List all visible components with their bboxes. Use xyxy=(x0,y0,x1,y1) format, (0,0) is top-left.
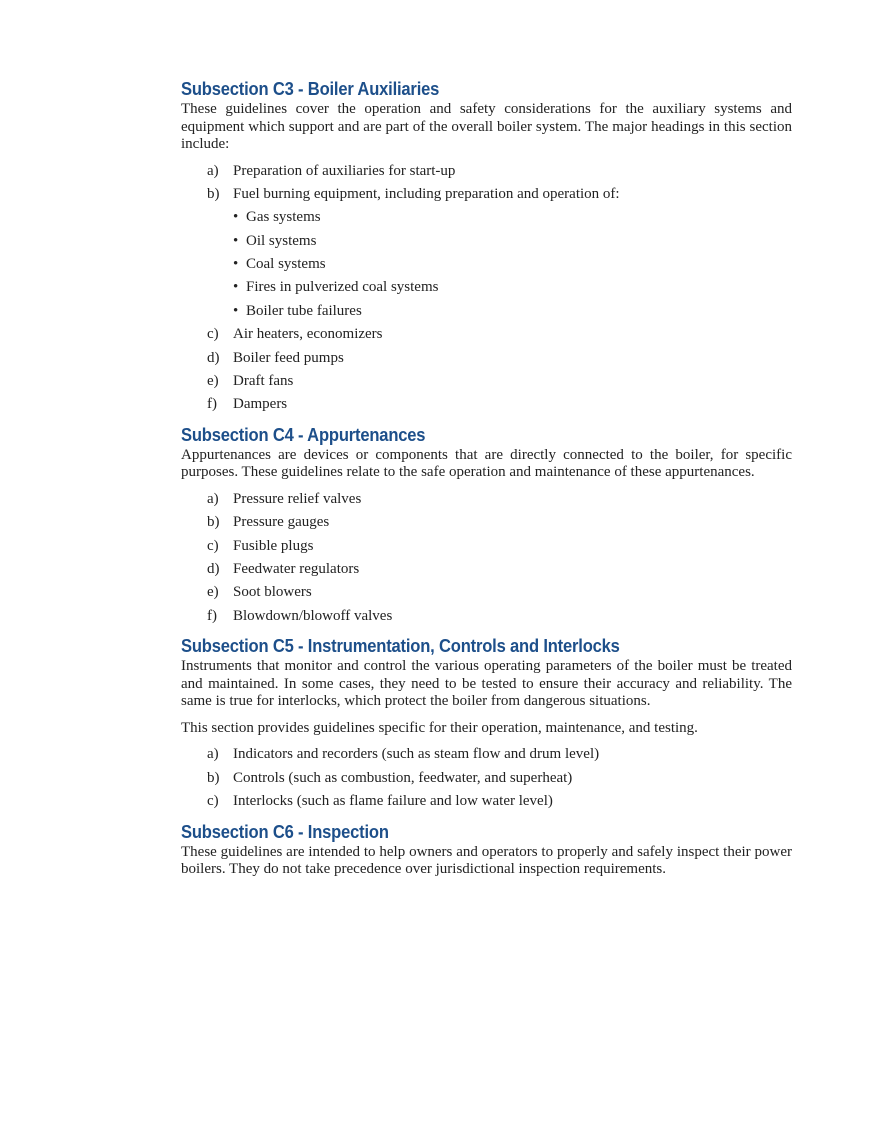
list-item-text: Soot blowers xyxy=(233,584,312,601)
bullet-item xyxy=(233,233,792,251)
list-marker: c) xyxy=(207,326,219,343)
item-list xyxy=(181,163,792,414)
section-paragraph: Appurtenances are devices or components that are directly connected to the boiler, for specific purposes. These guidelines relate to the safe operation and maintenance of these appurtenances. xyxy=(181,446,792,481)
list-item xyxy=(181,186,792,320)
list-item-text: Indicators and recorders (such as steam flow and drum level) xyxy=(233,746,600,763)
list-marker: e) xyxy=(207,373,219,390)
list-item-text: Fuel burning equipment, including preparation and operation of: xyxy=(233,185,620,202)
list-marker: d) xyxy=(207,561,220,578)
item-list xyxy=(181,746,792,810)
bullet-item-text: Boiler tube failures xyxy=(246,302,362,319)
section-c5 xyxy=(181,635,792,810)
list-item xyxy=(181,350,792,368)
section-paragraph: These guidelines cover the operation and safety considerations for the auxiliary systems and equipment which support and are part of the overall boiler system. The major headings in this section include: xyxy=(181,101,792,152)
section-c4 xyxy=(181,424,792,625)
section-c6 xyxy=(181,821,792,879)
list-item-text: Pressure relief valves xyxy=(233,490,362,507)
list-item-text: Blowdown/blowoff valves xyxy=(233,607,393,624)
bullet-icon: • xyxy=(233,209,239,226)
bullet-item-text: Oil systems xyxy=(246,232,317,249)
list-marker: d) xyxy=(207,349,220,366)
list-item-text: Pressure gauges xyxy=(233,514,330,531)
section-title: Subsection C6 - Inspection xyxy=(181,821,389,842)
list-item xyxy=(181,491,792,509)
list-item-text: Draft fans xyxy=(233,373,294,390)
list-marker: b) xyxy=(207,185,220,202)
list-marker: a) xyxy=(207,746,219,763)
list-item xyxy=(181,163,792,181)
bullet-list xyxy=(233,209,792,320)
section-c3 xyxy=(181,78,792,414)
list-item xyxy=(181,770,792,788)
section-paragraph: These guidelines are intended to help owners and operators to properly and safely inspect their power boilers. They do not take precedence over jurisdictional inspection requirements. xyxy=(181,843,792,878)
section-title: Subsection C5 - Instrumentation, Controls and Interlocks xyxy=(181,636,620,657)
item-list xyxy=(181,491,792,625)
bullet-item xyxy=(233,209,792,227)
list-marker: b) xyxy=(207,514,220,531)
list-item-text: Boiler feed pumps xyxy=(233,349,344,366)
bullet-icon: • xyxy=(233,256,239,273)
list-marker: f) xyxy=(207,396,217,413)
list-item xyxy=(181,396,792,414)
list-marker: a) xyxy=(207,490,219,507)
list-item-text: Fusible plugs xyxy=(233,537,314,554)
list-item xyxy=(181,746,792,764)
list-item xyxy=(181,326,792,344)
bullet-icon: • xyxy=(233,279,239,296)
list-item-text: Dampers xyxy=(233,396,288,413)
list-item-text: Feedwater regulators xyxy=(233,561,360,578)
list-item xyxy=(181,793,792,811)
list-item xyxy=(181,373,792,391)
list-marker: e) xyxy=(207,584,219,601)
list-marker: c) xyxy=(207,537,219,554)
document-page xyxy=(181,78,792,889)
section-paragraph: Instruments that monitor and control the various operating parameters of the boiler must be treated and maintained. In some cases, they need to be tested to ensure their accuracy and reliability. The same is true for interlocks, which protect the boiler from dangerous situations. xyxy=(181,658,792,710)
list-item xyxy=(181,538,792,556)
list-item-text: Preparation of auxiliaries for start-up xyxy=(233,162,456,179)
section-paragraph: This section provides guidelines specific for their operation, maintenance, and testing. xyxy=(181,719,698,736)
bullet-item-text: Coal systems xyxy=(246,256,326,273)
section-title: Subsection C4 - Appurtenances xyxy=(181,424,426,445)
list-marker: c) xyxy=(207,793,219,810)
list-item xyxy=(181,514,792,532)
section-title: Subsection C3 - Boiler Auxiliaries xyxy=(181,79,440,99)
list-item xyxy=(181,561,792,579)
bullet-item xyxy=(233,303,792,321)
bullet-icon: • xyxy=(233,302,239,319)
list-item xyxy=(181,584,792,602)
bullet-item-text: Gas systems xyxy=(246,209,321,226)
bullet-icon: • xyxy=(233,232,239,249)
list-marker: b) xyxy=(207,769,220,786)
bullet-item xyxy=(233,256,792,274)
list-item-text: Interlocks (such as flame failure and low water level) xyxy=(233,793,553,810)
bullet-item xyxy=(233,279,792,297)
bullet-item-text: Fires in pulverized coal systems xyxy=(246,279,439,296)
list-marker: a) xyxy=(207,162,219,179)
list-item-text: Controls (such as combustion, feedwater, and superheat) xyxy=(233,769,573,786)
list-item xyxy=(181,608,792,626)
list-marker: f) xyxy=(207,607,217,624)
list-item-text: Air heaters, economizers xyxy=(233,326,383,343)
